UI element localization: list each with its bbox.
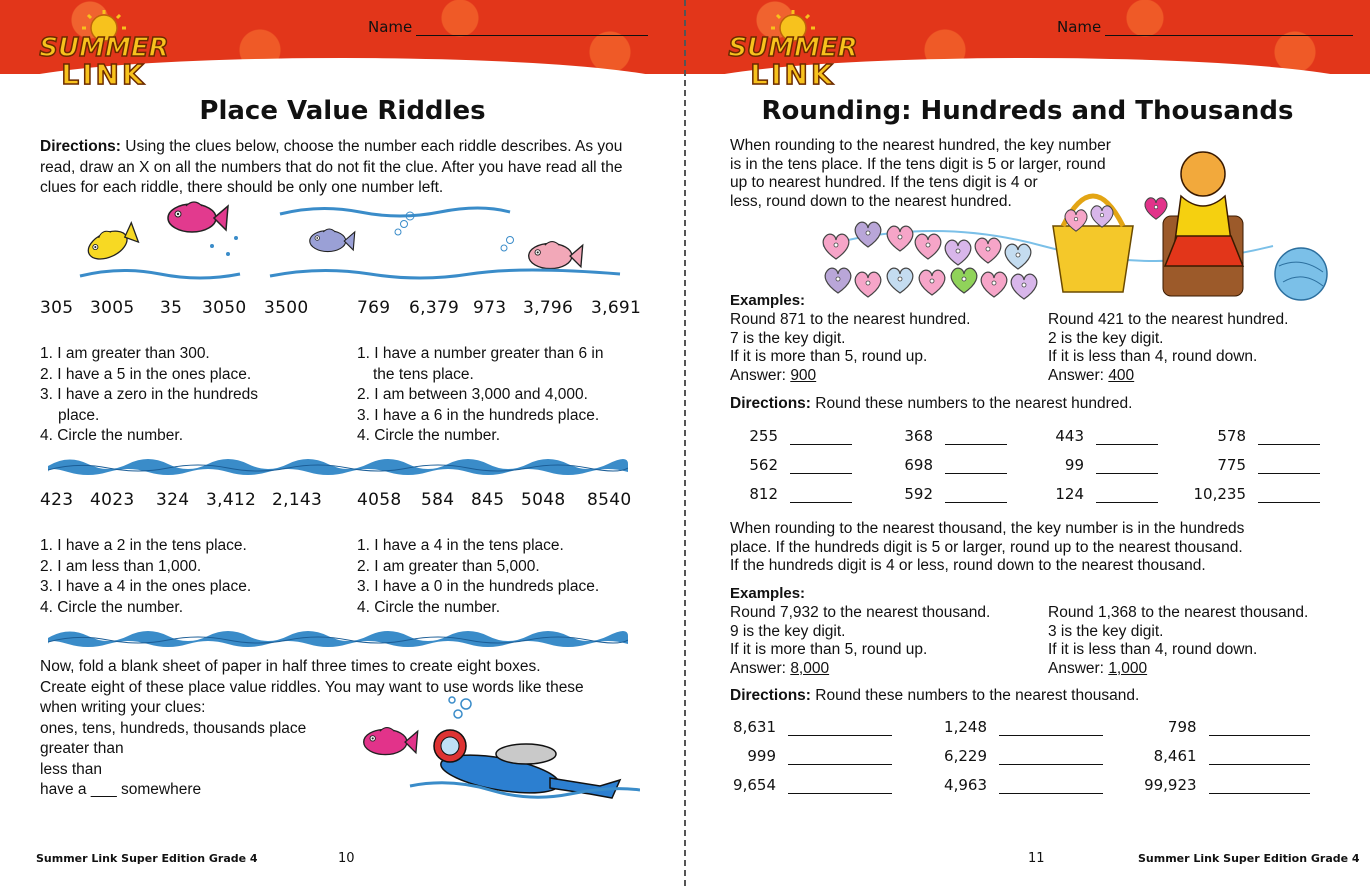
page-number: 10 bbox=[338, 851, 355, 866]
number-option[interactable]: 769 bbox=[357, 298, 391, 318]
problem-number: 443 bbox=[1055, 427, 1084, 445]
clue: 1. I have a number greater than 6 in bbox=[357, 345, 604, 362]
number-option[interactable]: 3500 bbox=[264, 298, 309, 318]
answer-label: Answer: bbox=[730, 366, 791, 384]
answer-blank[interactable] bbox=[999, 722, 1103, 736]
directions-thousands bbox=[730, 686, 1139, 707]
problem-number: 99 bbox=[1064, 456, 1084, 474]
answer-value: 900 bbox=[790, 366, 817, 384]
fish-illustration bbox=[40, 196, 640, 288]
problem-number: 562 bbox=[749, 456, 778, 474]
wave-divider bbox=[48, 452, 628, 476]
example-line: Round 7,932 to the nearest thousand. bbox=[730, 604, 991, 621]
answer-blank[interactable] bbox=[790, 460, 852, 474]
answer-blank[interactable] bbox=[1209, 751, 1310, 765]
answer-value: 400 bbox=[1108, 366, 1135, 384]
answer-value: 1,000 bbox=[1108, 659, 1148, 677]
problem-number: 255 bbox=[749, 427, 778, 445]
name-line bbox=[1105, 20, 1353, 36]
intro-line: When rounding to the nearest hundred, the key number bbox=[730, 137, 1111, 154]
problem-row bbox=[730, 718, 1310, 736]
example-line: 2 is the key digit. bbox=[1048, 329, 1164, 347]
number-option[interactable]: 35 bbox=[160, 298, 183, 318]
answer-value: 8,000 bbox=[790, 659, 830, 677]
number-option[interactable]: 324 bbox=[156, 490, 190, 510]
problem-number: 4,963 bbox=[944, 776, 987, 794]
riddle-3-numbers bbox=[40, 490, 332, 510]
right-page bbox=[685, 0, 1370, 886]
riddle-2-clues bbox=[357, 344, 603, 447]
answer-blank[interactable] bbox=[1258, 431, 1320, 445]
number-option[interactable]: 2,143 bbox=[272, 490, 323, 510]
intro-line: If the hundreds digit is 4 or less, round down to the nearest thousand. bbox=[730, 557, 1206, 574]
examples-label: Examples: bbox=[730, 585, 806, 602]
examples-label: Examples: bbox=[730, 292, 806, 309]
intro-line: place. If the hundreds digit is 5 or larger, round up to the nearest thousand. bbox=[730, 538, 1243, 556]
directions-label: Directions: bbox=[40, 138, 121, 155]
summer-link-logo bbox=[34, 10, 174, 88]
riddle-4-clues bbox=[357, 536, 599, 618]
number-option[interactable]: 3050 bbox=[202, 298, 247, 318]
answer-blank[interactable] bbox=[790, 431, 852, 445]
clue: 1. I have a 2 in the tens place. bbox=[40, 537, 247, 554]
number-option[interactable]: 3,796 bbox=[523, 298, 574, 318]
problem-row bbox=[730, 485, 1328, 503]
problem-number: 592 bbox=[904, 485, 933, 503]
clue: 1. I have a 4 in the tens place. bbox=[357, 537, 564, 554]
clue: 1. I am greater than 300. bbox=[40, 345, 210, 362]
number-option[interactable]: 4058 bbox=[357, 490, 402, 510]
clue: 4. Circle the number. bbox=[40, 427, 184, 444]
problem-row bbox=[730, 427, 1328, 445]
closing-line: ones, tens, hundreds, thousands place bbox=[40, 719, 307, 737]
name-label: Name bbox=[1057, 18, 1102, 36]
problem-number: 99,923 bbox=[1144, 776, 1197, 794]
problem-row bbox=[730, 456, 1328, 474]
problem-number: 124 bbox=[1055, 485, 1084, 503]
clue: 4. Circle the number. bbox=[357, 598, 501, 616]
footer-text: Summer Link Super Edition Grade 4 bbox=[1138, 852, 1360, 865]
intro-line: less, round down to the nearest hundred. bbox=[730, 192, 1012, 210]
thousands-example-1 bbox=[730, 604, 990, 678]
number-option[interactable]: 423 bbox=[40, 490, 74, 510]
riddle-2-numbers bbox=[357, 298, 651, 318]
closing-line: have a ___ somewhere bbox=[40, 781, 202, 798]
clue: 4. Circle the number. bbox=[40, 598, 184, 616]
name-label: Name bbox=[368, 18, 413, 36]
problem-number: 368 bbox=[904, 427, 933, 445]
problem-row bbox=[730, 747, 1310, 765]
answer-blank[interactable] bbox=[1096, 431, 1158, 445]
answer-blank[interactable] bbox=[788, 722, 892, 736]
clue: 3. I have a 6 in the hundreds place. bbox=[357, 406, 600, 424]
diver-illustration bbox=[350, 694, 640, 814]
problem-number: 999 bbox=[747, 747, 776, 765]
answer-blank[interactable] bbox=[945, 489, 1007, 503]
example-line: 9 is the key digit. bbox=[730, 622, 846, 640]
problem-number: 1,248 bbox=[944, 718, 987, 736]
page-title: Rounding: Hundreds and Thousands bbox=[761, 96, 1294, 126]
number-option[interactable]: 845 bbox=[471, 490, 505, 510]
example-line: If it is more than 5, round up. bbox=[730, 348, 928, 365]
answer-blank[interactable] bbox=[1096, 489, 1158, 503]
name-field bbox=[1057, 18, 1353, 36]
closing-line: Create eight of these place value riddles. You may want to use words like these bbox=[40, 678, 584, 696]
hundreds-example-1 bbox=[730, 311, 970, 385]
problem-number: 9,654 bbox=[733, 776, 776, 794]
number-option[interactable]: 5048 bbox=[521, 490, 566, 510]
clue: 2. I am greater than 5,000. bbox=[357, 557, 540, 575]
answer-blank[interactable] bbox=[1096, 460, 1158, 474]
answer-label: Answer: bbox=[730, 659, 791, 677]
number-option[interactable]: 584 bbox=[421, 490, 455, 510]
clue: 2. I am between 3,000 and 4,000. bbox=[357, 386, 588, 403]
mouse-hearts-illustration bbox=[813, 146, 1343, 304]
example-line: If it is more than 5, round up. bbox=[730, 641, 928, 658]
number-option[interactable]: 4023 bbox=[90, 490, 135, 510]
answer-blank[interactable] bbox=[1209, 722, 1310, 736]
example-line: If it is less than 4, round down. bbox=[1048, 641, 1258, 658]
directions-label: Directions: bbox=[730, 395, 811, 412]
riddle-1-clues bbox=[40, 344, 258, 447]
name-field bbox=[368, 18, 648, 36]
directions-hundreds bbox=[730, 394, 1132, 415]
number-option[interactable]: 3,412 bbox=[206, 490, 257, 510]
wave-divider bbox=[48, 624, 628, 648]
answer-blank[interactable] bbox=[1258, 460, 1320, 474]
example-line: Round 1,368 to the nearest thousand. bbox=[1048, 604, 1309, 621]
clue: 2. I am less than 1,000. bbox=[40, 557, 202, 575]
answer-blank[interactable] bbox=[1258, 489, 1320, 503]
answer-blank[interactable] bbox=[999, 780, 1103, 794]
answer-blank[interactable] bbox=[1209, 780, 1310, 794]
page-number: 11 bbox=[1028, 851, 1045, 866]
example-line: 7 is the key digit. bbox=[730, 329, 846, 347]
directions bbox=[40, 137, 640, 199]
number-option[interactable]: 6,379 bbox=[409, 298, 460, 318]
closing-line: greater than bbox=[40, 740, 124, 757]
closing-line: less than bbox=[40, 760, 103, 778]
answer-blank[interactable] bbox=[788, 780, 892, 794]
directions-text: Using the clues below, choose the number each riddle describes. As you read, draw an X on all the numbers that do not fit the clue. After you have read all the clues for each riddle, there should be only one number left. bbox=[40, 138, 623, 196]
answer-blank[interactable] bbox=[999, 751, 1103, 765]
answer-label: Answer: bbox=[1048, 366, 1109, 384]
example-line: 3 is the key digit. bbox=[1048, 622, 1164, 640]
hundreds-example-2 bbox=[1048, 311, 1288, 385]
example-line: Round 871 to the nearest hundred. bbox=[730, 311, 971, 328]
clue: 3. I have a zero in the hundreds bbox=[40, 386, 259, 403]
answer-blank[interactable] bbox=[790, 489, 852, 503]
example-line: Round 421 to the nearest hundred. bbox=[1048, 311, 1289, 328]
summer-link-logo bbox=[723, 10, 863, 88]
problem-number: 10,235 bbox=[1193, 485, 1246, 503]
number-option[interactable]: 3005 bbox=[90, 298, 135, 318]
closing-line: Now, fold a blank sheet of paper in half three times to create eight boxes. bbox=[40, 658, 541, 675]
answer-blank[interactable] bbox=[788, 751, 892, 765]
intro-line: When rounding to the nearest thousand, the key number is in the hundreds bbox=[730, 520, 1245, 537]
riddle-4-numbers bbox=[357, 490, 647, 510]
intro-line: up to nearest hundred. If the tens digit is 4 or bbox=[730, 174, 1038, 191]
problem-number: 8,631 bbox=[733, 718, 776, 736]
answer-label: Answer: bbox=[1048, 659, 1109, 677]
number-option[interactable]: 8540 bbox=[587, 490, 632, 510]
answer-blank[interactable] bbox=[945, 460, 1007, 474]
thousands-example-2 bbox=[1048, 604, 1308, 678]
clue: 3. I have a 4 in the ones place. bbox=[40, 578, 252, 595]
problem-number: 578 bbox=[1217, 427, 1246, 445]
closing-line: when writing your clues: bbox=[40, 699, 206, 716]
problem-number: 8,461 bbox=[1153, 747, 1197, 765]
problem-row bbox=[730, 776, 1310, 794]
directions-text: Round these numbers to the nearest hundred. bbox=[810, 395, 1133, 412]
number-option[interactable]: 305 bbox=[40, 298, 74, 318]
number-option[interactable]: 973 bbox=[473, 298, 507, 318]
clue: 4. Circle the number. bbox=[357, 427, 501, 444]
problem-number: 698 bbox=[904, 456, 933, 474]
directions-label: Directions: bbox=[730, 687, 811, 704]
problem-number: 775 bbox=[1217, 456, 1246, 474]
thousands-intro bbox=[730, 520, 1244, 576]
answer-blank[interactable] bbox=[945, 431, 1007, 445]
problem-number: 812 bbox=[749, 485, 778, 503]
number-option[interactable]: 3,691 bbox=[591, 298, 642, 318]
name-line bbox=[416, 20, 648, 36]
riddle-1-numbers bbox=[40, 298, 326, 318]
footer-text: Summer Link Super Edition Grade 4 bbox=[36, 852, 258, 865]
page-fold bbox=[684, 0, 686, 886]
clue: 3. I have a 0 in the hundreds place. bbox=[357, 578, 600, 595]
clue: 2. I have a 5 in the ones place. bbox=[40, 365, 252, 383]
page-title: Place Value Riddles bbox=[199, 96, 486, 126]
directions-text: Round these numbers to the nearest thousand. bbox=[810, 687, 1140, 704]
clue: place. bbox=[58, 406, 100, 424]
example-line: If it is less than 4, round down. bbox=[1048, 348, 1258, 365]
intro-line: is in the tens place. If the tens digit is 5 or larger, round bbox=[730, 155, 1106, 173]
problem-number: 6,229 bbox=[944, 747, 987, 765]
problem-number: 798 bbox=[1167, 718, 1197, 736]
riddle-3-clues bbox=[40, 536, 251, 618]
clue: the tens place. bbox=[373, 365, 474, 383]
